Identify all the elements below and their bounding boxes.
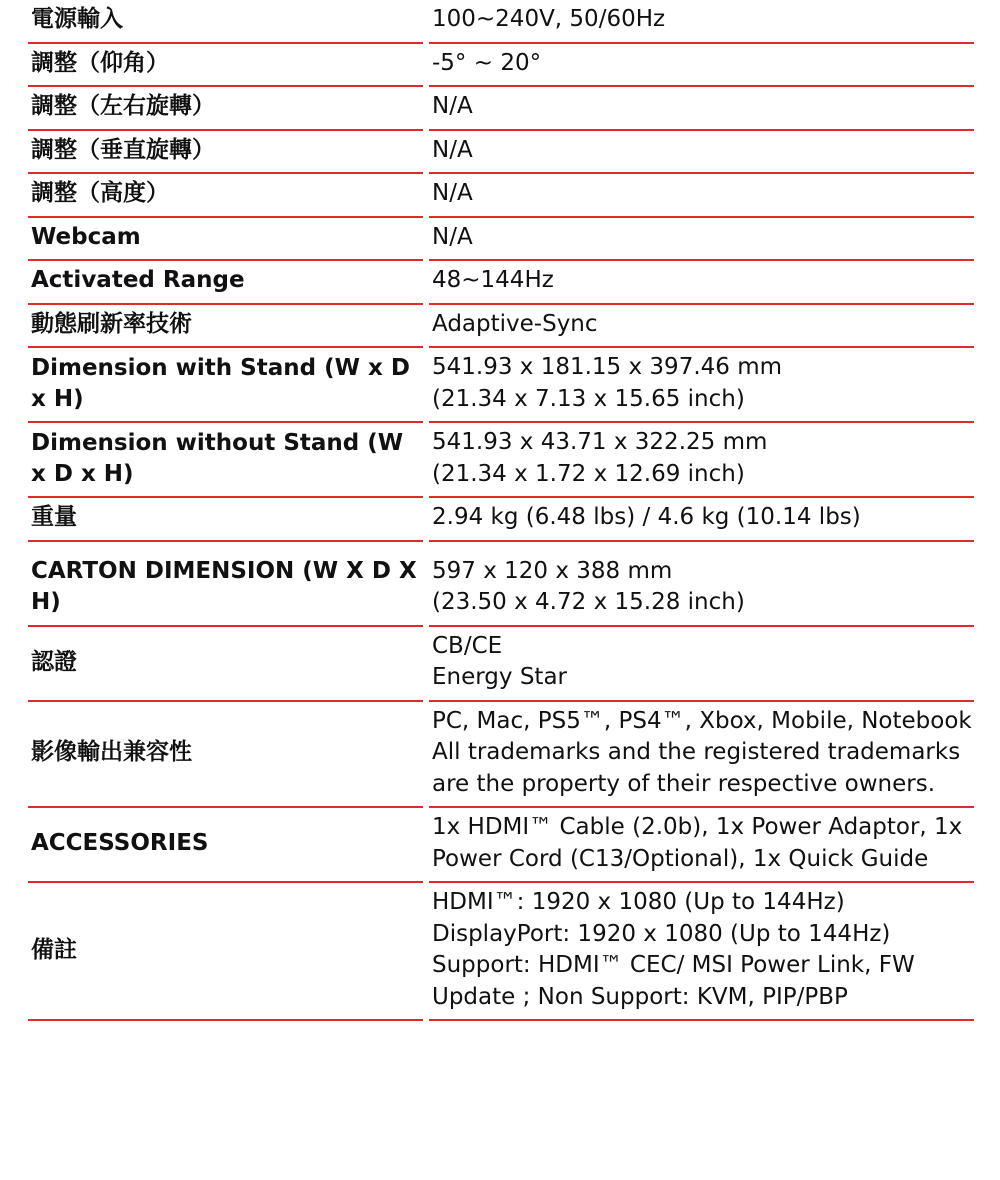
spec-value-line: (23.50 x 4.72 x 15.28 inch) [432, 589, 745, 615]
spec-value [429, 218, 974, 262]
spec-label: 認證 [28, 627, 423, 702]
spec-value-line: All trademarks and the registered trademarks are the property of their respective owners. [432, 739, 961, 797]
spec-value-line: N/A [432, 223, 473, 250]
spec-label: 影像輸出兼容性 [28, 702, 423, 809]
spec-value-line: 1x HDMI™ Cable (2.0b), 1x Power Adaptor, 1x Power Cord (C13/Optional), 1x Quick Guide [432, 814, 963, 872]
spec-label: Activated Range [28, 261, 423, 305]
spec-label: 調整（垂直旋轉） [28, 131, 423, 175]
spec-value-line: N/A [432, 93, 473, 119]
spec-value-line: 100~240V, 50/60Hz [432, 6, 666, 32]
spec-row-tilt [28, 44, 974, 88]
spec-value [429, 627, 974, 702]
spec-value-line: Adaptive-Sync [432, 310, 598, 337]
spec-label: 調整（左右旋轉） [28, 87, 423, 131]
spec-row-webcam [28, 218, 974, 262]
spec-value [429, 0, 974, 44]
spec-row-dimension-without-stand [28, 423, 974, 498]
spec-value [429, 423, 974, 498]
spec-value-line: N/A [432, 180, 473, 206]
spec-label: 調整（仰角） [28, 44, 423, 88]
spec-value-line: Support: HDMI™ CEC/ MSI Power Link, FW Update ; Non Support: KVM, PIP/PBP [432, 952, 915, 1010]
spec-value-line: DisplayPort: 1920 x 1080 (Up to 144Hz) [432, 920, 891, 947]
spec-row-dimension-with-stand [28, 348, 974, 423]
spec-value-line: Energy Star [432, 664, 568, 690]
spec-value [429, 131, 974, 175]
spec-value-line: (21.34 x 1.72 x 12.69 inch) [432, 460, 745, 487]
spec-label: Dimension without Stand (W x D x H) [28, 423, 423, 498]
spec-label: 備註 [28, 883, 423, 1021]
spec-value-line: -5° ~ 20° [432, 49, 542, 76]
spec-value-line: 48~144Hz [432, 267, 554, 293]
spec-label: Dimension with Stand (W x D x H) [28, 348, 423, 423]
spec-row-pivot [28, 131, 974, 175]
spec-label: 動態刷新率技術 [28, 305, 423, 349]
spec-label: 調整（高度） [28, 174, 423, 218]
spec-row-notes [28, 883, 974, 1021]
spec-value [429, 87, 974, 131]
spec-row-adaptive-sync [28, 305, 974, 349]
spec-value [429, 261, 974, 305]
spec-value-line: CB/CE [432, 632, 503, 659]
spec-label: Webcam [28, 218, 423, 262]
spec-row-swivel [28, 87, 974, 131]
spec-value [429, 174, 974, 218]
spec-row-carton-dimension [28, 542, 974, 627]
spec-value [429, 305, 974, 349]
spec-label: ACCESSORIES [28, 808, 423, 883]
spec-row-height [28, 174, 974, 218]
spec-row-accessories [28, 808, 974, 883]
spec-value [429, 498, 974, 542]
spec-value [429, 552, 974, 627]
spec-value-line: HDMI™: 1920 x 1080 (Up to 144Hz) [432, 889, 845, 915]
spec-value-line: 597 x 120 x 388 mm [432, 557, 673, 584]
spec-row-certification [28, 627, 974, 702]
spec-row-activated-range [28, 261, 974, 305]
spec-value [429, 702, 974, 809]
spec-row-video-compatibility [28, 702, 974, 809]
spec-table [28, 0, 974, 1021]
spec-label: 重量 [28, 498, 423, 542]
spec-value-line: (21.34 x 7.13 x 15.65 inch) [432, 385, 745, 412]
spec-value-line: 2.94 kg (6.48 lbs) / 4.6 kg (10.14 lbs) [432, 504, 861, 530]
spec-value-line: N/A [432, 136, 473, 163]
spec-value [429, 808, 974, 883]
spec-value [429, 44, 974, 88]
spec-value-line: PC, Mac, PS5™, PS4™, Xbox, Mobile, Notebook [432, 707, 972, 734]
spec-row-weight [28, 498, 974, 542]
spec-label: 電源輸入 [28, 0, 423, 44]
spec-label: CARTON DIMENSION (W X D X H) [28, 552, 423, 627]
spec-row-power-input [28, 0, 974, 44]
spec-value-line: 541.93 x 181.15 x 397.46 mm [432, 354, 783, 380]
spec-value-line: 541.93 x 43.71 x 322.25 mm [432, 429, 768, 455]
spec-value [429, 883, 974, 1021]
spec-value [429, 348, 974, 423]
